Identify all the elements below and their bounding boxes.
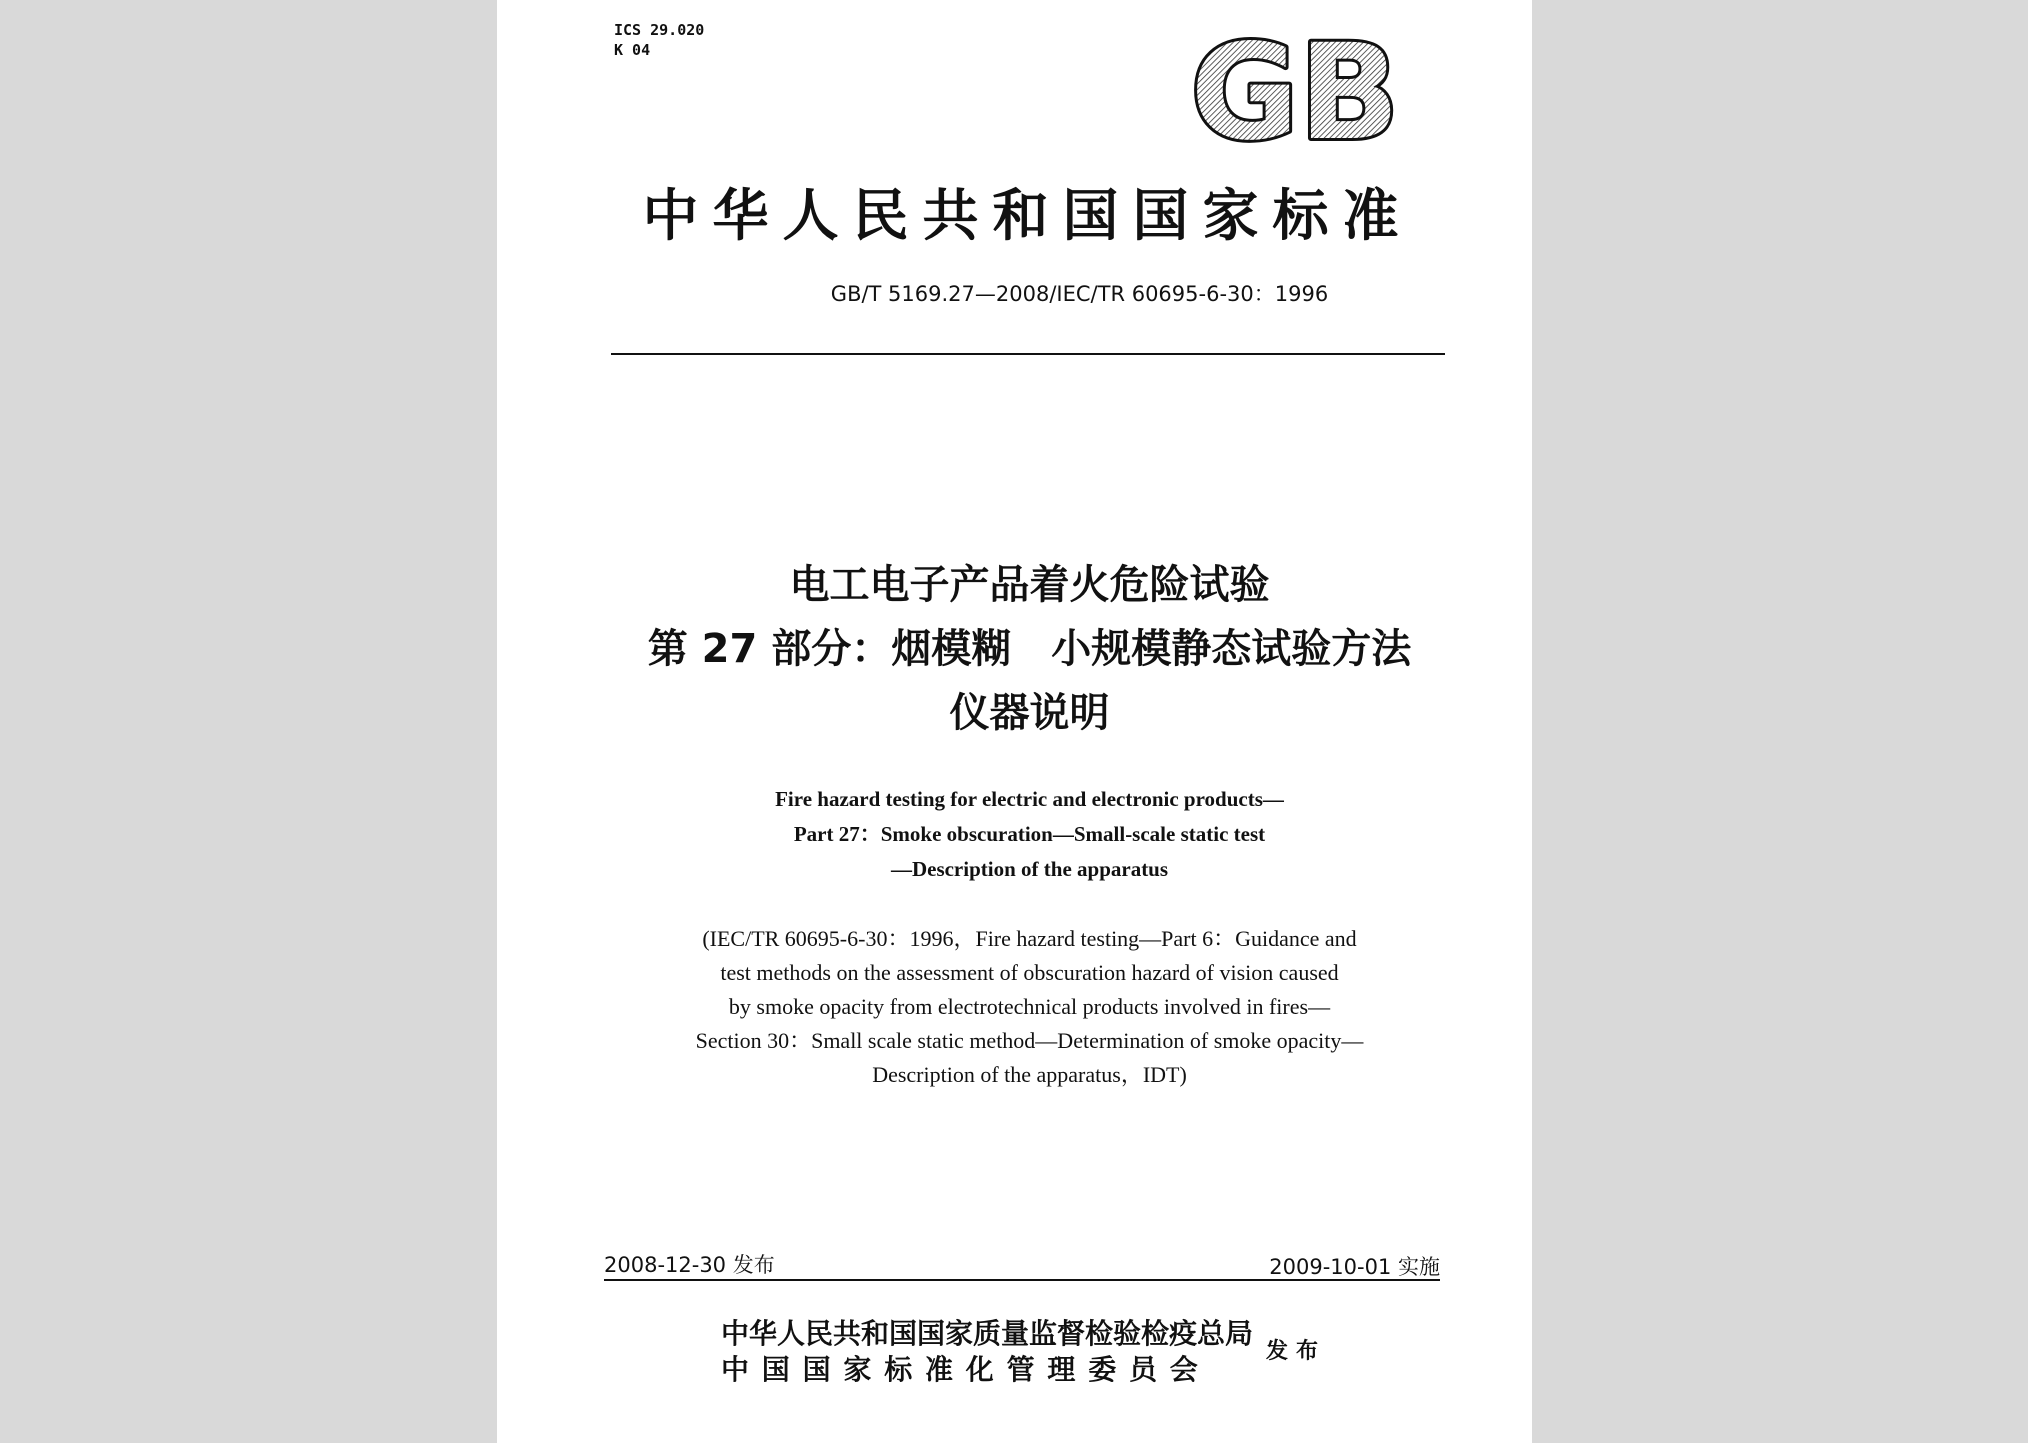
publisher-sac: 中国国家标准化管理委员会 xyxy=(721,1353,1211,1386)
publish-label: 发布 xyxy=(1266,1339,1327,1364)
iec-equivalence-note xyxy=(497,922,1532,1092)
ics-code: ICS 29.020 xyxy=(614,21,705,39)
iec-note-line: Section 30：Small scale static method—Determination of smoke opacity— xyxy=(695,1028,1364,1053)
iec-note-line: (IEC/TR 60695-6-30：1996，Fire hazard testing—Part 6：Guidance and xyxy=(702,926,1357,951)
standard-category-title: 中华人民共和国国家标准 xyxy=(642,184,1413,249)
publisher-aqsiq: 中华人民共和国国家质量监督检验检疫总局 xyxy=(721,1317,1254,1350)
gb-logo-text: GB xyxy=(1190,34,1400,146)
chinese-title-line: 第 27 部分：烟模糊 小规模静态试验方法 xyxy=(647,626,1412,672)
english-title-line: Fire hazard testing for electric and electronic products— xyxy=(775,787,1284,811)
chinese-title-line: 电工电子产品着火危险试验 xyxy=(789,562,1270,608)
classification-codes xyxy=(614,20,704,60)
publishing-authorities xyxy=(721,1316,1253,1388)
iec-note-line: test methods on the assessment of obscuration hazard of vision caused xyxy=(720,960,1339,985)
iec-note-line: by smoke opacity from electrotechnical products involved in fires— xyxy=(728,994,1331,1019)
chinese-title xyxy=(497,553,1532,745)
issue-date: 2008-12-30 发布 xyxy=(604,1253,775,1277)
ccs-code: K 04 xyxy=(614,41,651,59)
effective-date: 2009-10-01 实施 xyxy=(1269,1255,1440,1279)
header-divider xyxy=(611,353,1445,355)
english-title xyxy=(497,782,1532,887)
chinese-title-line: 仪器说明 xyxy=(949,690,1110,736)
standard-code: GB/T 5169.27—2008/IEC/TR 60695-6-30：1996 xyxy=(830,282,1329,306)
iec-note-line: Description of the apparatus，IDT) xyxy=(872,1062,1187,1087)
standard-cover-page xyxy=(497,0,1532,1443)
gb-logo xyxy=(1190,34,1400,146)
footer-divider xyxy=(604,1279,1440,1281)
english-title-line: —Description of the apparatus xyxy=(890,857,1169,881)
english-title-line: Part 27：Smoke obscuration—Small-scale static test xyxy=(793,822,1266,846)
